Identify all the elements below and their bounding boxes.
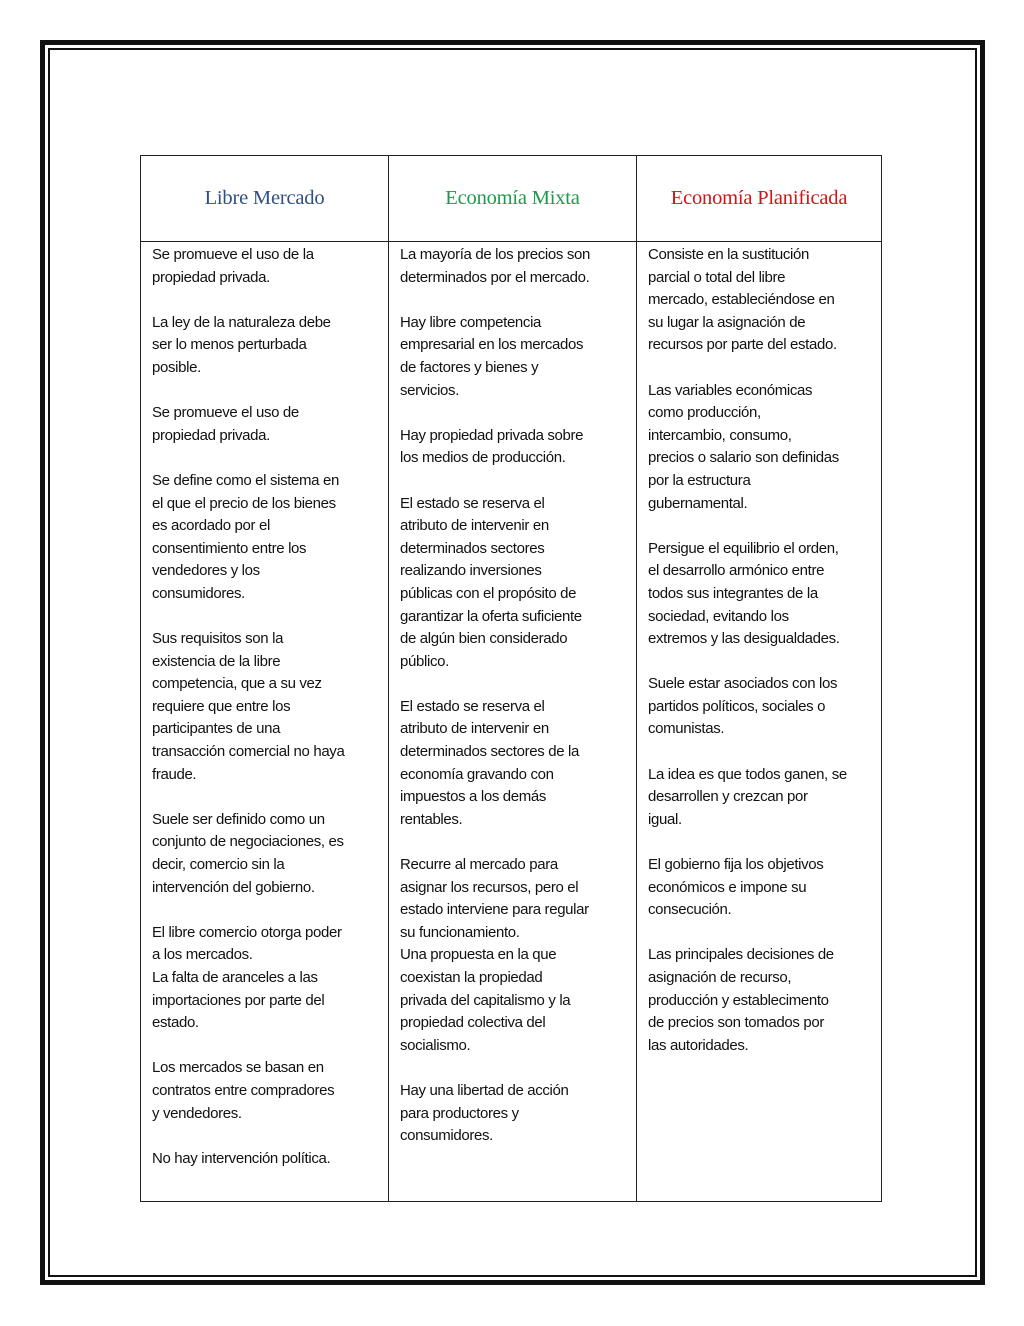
header-economia-planificada: Economía Planificada bbox=[637, 156, 881, 242]
column-economia-planificada bbox=[637, 242, 881, 1201]
comparison-table bbox=[140, 155, 882, 1202]
mixta-point: Hay libre competencia empresarial en los mercados de factores y bienes y servicios. bbox=[400, 313, 584, 399]
libre-point: Se promueve el uso de la propiedad privada. bbox=[152, 246, 314, 286]
planificada-point: Las variables económicas como producción, intercambio, consumo, precios o salario son definidas por la estructura gubernamental. bbox=[648, 381, 839, 512]
libre-point: Se define como el sistema en el que el precio de los bienes es acordado por el consentimiento entre los vendedores y los consumidores. bbox=[152, 471, 339, 602]
header-libre-mercado: Libre Mercado bbox=[141, 156, 389, 242]
planificada-point: Persigue el equilibrio el orden, el desarrollo armónico entre todos sus integrantes de la sociedad, evitando los extremos y las desigualdades. bbox=[648, 539, 840, 648]
planificada-point: La idea es que todos ganen, se desarrollen y crezcan por igual. bbox=[648, 765, 847, 828]
mixta-point: La mayoría de los precios son determinados por el mercado. bbox=[400, 246, 590, 286]
libre-point: La ley de la naturaleza debe ser lo menos perturbada posible. bbox=[152, 313, 331, 376]
column-economia-mixta bbox=[389, 242, 637, 1201]
planificada-point: Las principales decisiones de asignación de recurso, producción y establecimento de precios son tomados por las autoridades. bbox=[648, 946, 834, 1054]
header-economia-mixta: Economía Mixta bbox=[389, 156, 637, 242]
mixta-point: Una propuesta en la que coexistan la propiedad privada del capitalismo y la propiedad colectiva del socialismo. bbox=[400, 946, 571, 1054]
libre-point: Los mercados se basan en contratos entre compradores y vendedores. bbox=[152, 1059, 335, 1122]
libre-point: No hay intervención política. bbox=[152, 1149, 331, 1167]
mixta-point: Hay propiedad privada sobre los medios de producción. bbox=[400, 426, 584, 467]
mixta-point: Recurre al mercado para asignar los recursos, pero el estado interviene para regular su funcionamiento. bbox=[400, 856, 589, 941]
libre-point: El libre comercio otorga poder a los mercados. bbox=[152, 923, 342, 964]
libre-point: La falta de aranceles a las importaciones por parte del estado. bbox=[152, 969, 325, 1032]
libre-point: Se promueve el uso de propiedad privada. bbox=[152, 404, 299, 444]
mixta-point: Hay una libertad de acción para productores y consumidores. bbox=[400, 1081, 569, 1145]
planificada-point: Consiste en la sustitución parcial o total del libre mercado, estableciéndose en su lugar la asignación de recursos por parte del estado. bbox=[648, 246, 837, 354]
planificada-point: Suele estar asociados con los partidos políticos, sociales o comunistas. bbox=[648, 675, 838, 738]
mixta-point: El estado se reserva el atributo de intervenir en determinados sectores realizando inversiones públicas con el propósito de garantizar la oferta suficiente de algún bien considerado público. bbox=[400, 494, 582, 670]
planificada-point: El gobierno fija los objetivos económicos e impone su consecución. bbox=[648, 856, 824, 919]
libre-point: Sus requisitos son la existencia de la libre competencia, que a su vez requiere que entre los participantes de una transacción comercial no haya fraude. bbox=[152, 630, 345, 783]
column-libre-mercado bbox=[141, 242, 389, 1201]
libre-point: Suele ser definido como un conjunto de negociaciones, es decir, comercio sin la intervención del gobierno. bbox=[152, 810, 344, 896]
mixta-point: El estado se reserva el atributo de intervenir en determinados sectores de la economía gravando con impuestos a los demás rentables. bbox=[400, 697, 579, 828]
